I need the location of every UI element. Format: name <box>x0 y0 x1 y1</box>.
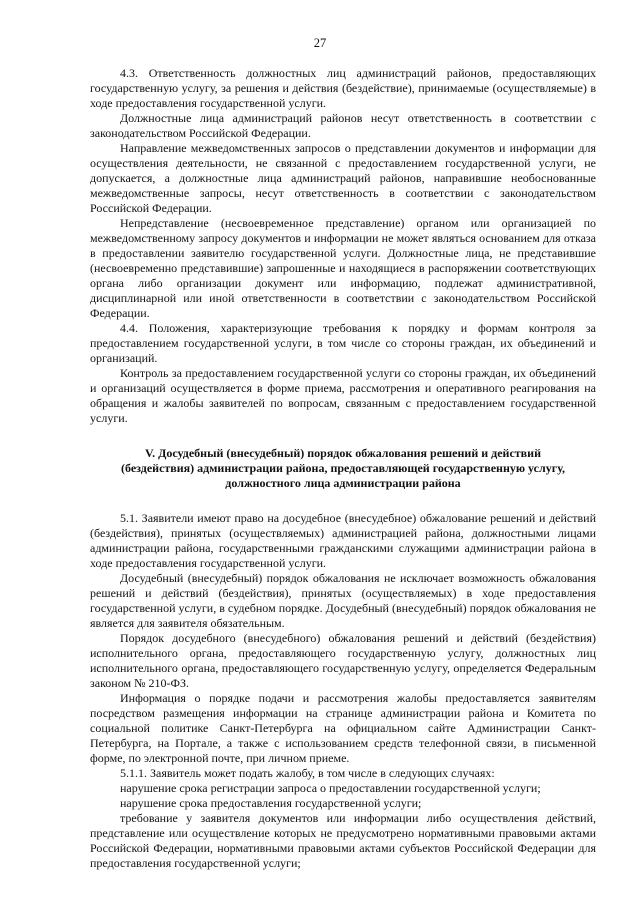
section-title-line: V. Досудебный (внесудебный) порядок обжалования решений и действий <box>144 446 541 460</box>
paragraph: 5.1.1. Заявитель может подать жалобу, в том числе в следующих случаях: <box>120 766 495 780</box>
paragraph: Непредставление (несвоевременное представление) органом или организацией по межведомственному запросу документов и информации не может являться основанием для отказа в предоставлении заявителю государственной услуги. Должностные лица, не представившие (несвоевременно представившие) запрошенные и находящиеся в распоряжении соответствующих органа либо организации документ или информацию, подлежат административной, дисциплинарной или иной ответственности в соответствии с законодательством Российской Федерации. <box>90 216 596 320</box>
paragraph: Порядок досудебного (внесудебного) обжалования решений и действий (бездействия) исполнительного органа, предоставляющего государственную услугу, должностных лиц исполнительного органа, предоставляющего государственную услугу, определяется Федеральным законом № 210-ФЗ. <box>90 631 596 690</box>
paragraph: Контроль за предоставлением государственной услуги со стороны граждан, их объединений и организаций осуществляется в форме приема, рассмотрения и оперативного реагирования на обращения и жалобы заявителей по вопросам, связанным с предоставлением государственной услуги. <box>90 366 596 425</box>
paragraph: 5.1. Заявители имеют право на досудебное (внесудебное) обжалование решений и действий (бездействия), принятых (осуществляемых) администрацией района, должностными лицами администрации района, государственными гражданскими служащими администрации района в ходе предоставления государственной услуги. <box>90 511 596 570</box>
paragraph: Должностные лица администраций районов несут ответственность в соответствии с законодательством Российской Федерации. <box>90 111 596 140</box>
list-item: нарушение срока регистрации запроса о предоставлении государственной услуги; <box>120 781 541 795</box>
paragraph: Досудебный (внесудебный) порядок обжалования не исключает возможность обжалования решений и действий (бездействия), принятых (осуществляемых) в ходе предоставления государственной услуги, в судебном порядке. Досудебный (внесудебный) порядок обжалования не является для заявителя обязательным. <box>90 571 596 630</box>
paragraph: Информация о порядке подачи и рассмотрения жалобы предоставляется заявителям посредством размещения информации на странице администрации района и Комитета по социальной политике Санкт-Петербурга на официальном сайте Администрации Санкт-Петербурга, на Портале, а также с использованием средств телефонной связи, в письменной форме, по электронной почте, при личном приеме. <box>90 691 596 765</box>
page-number: 27 <box>313 36 327 50</box>
section-title-line: (бездействия) администрации района, предоставляющей государственную услугу, <box>120 461 565 475</box>
paragraph: 4.4. Положения, характеризующие требования к порядку и формам контроля за предоставлением государственной услуги, в том числе со стороны граждан, их объединений и организаций. <box>90 321 596 365</box>
list-item: требование у заявителя документов или информации либо осуществления действий, представление или осуществление которых не предусмотрено нормативными правовыми актами Российской Федерации, нормативными правовыми актами субъектов Российской Федерации для предоставления государственной услуги; <box>90 811 596 870</box>
paragraph: 4.3. Ответственность должностных лиц администраций районов, предоставляющих государственную услугу, за решения и действия (бездействие), принимаемые (осуществляемые) в ходе предоставления государственной услуги. <box>90 66 596 110</box>
paragraph: Направление межведомственных запросов о представлении документов и информации для осуществления деятельности, не связанной с предоставлением государственной услуги, не допускается, а должностные лица администраций районов, направившие необоснованные межведомственные запросы, несут ответственность в соответствии с законодательством Российской Федерации. <box>90 141 596 215</box>
document-body <box>90 66 596 871</box>
list-item: нарушение срока предоставления государственной услуги; <box>120 796 422 810</box>
section-title <box>90 446 596 491</box>
section-title-line: должностного лица администрации района <box>225 476 461 490</box>
